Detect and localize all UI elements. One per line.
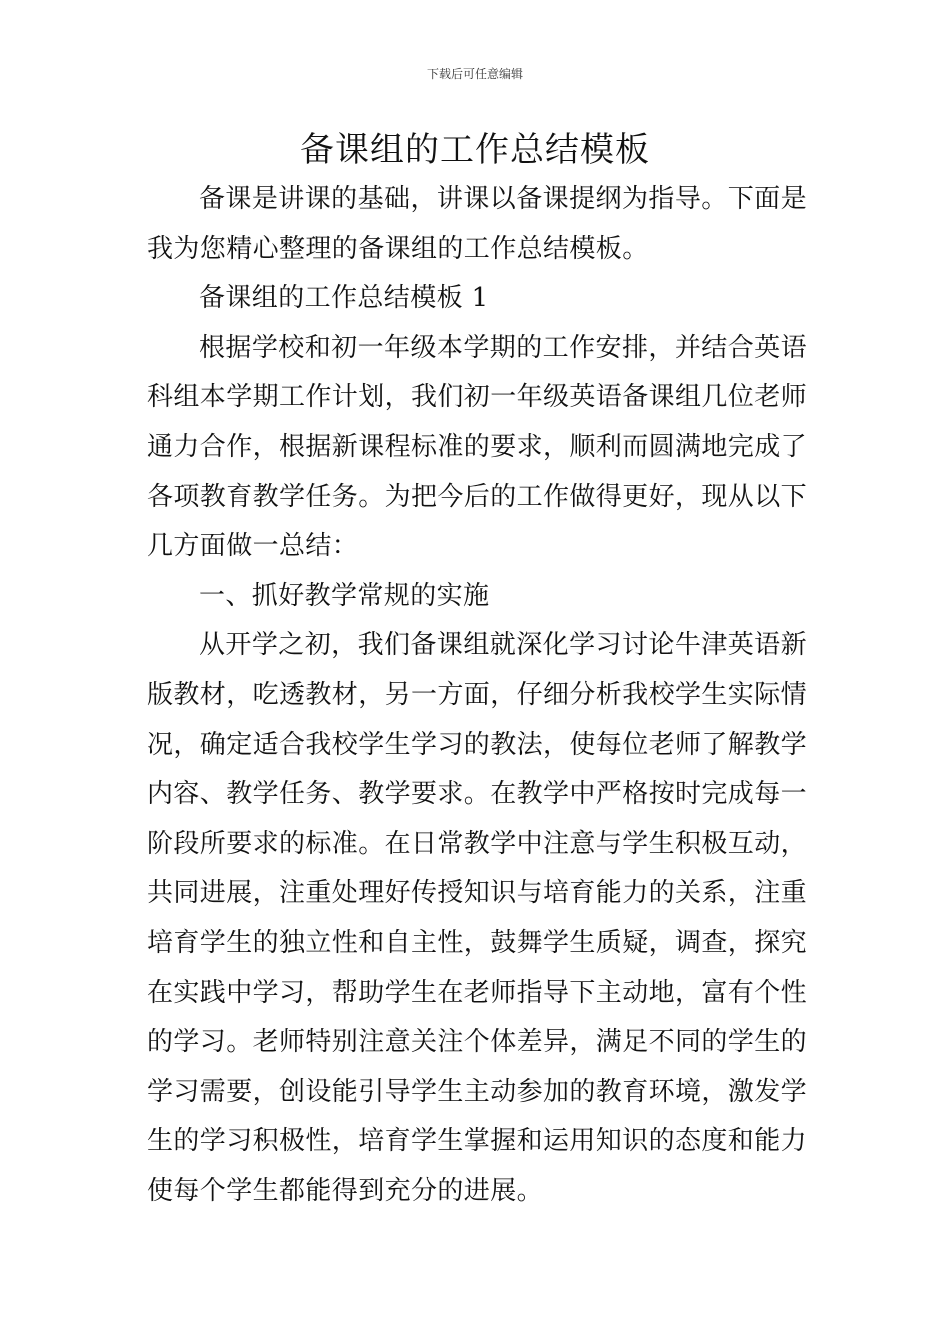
section-heading: 备课组的工作总结模板 1	[199, 283, 489, 314]
body-paragraph: 根据学校和初一年级本学期的工作安排，并结合英语科组本学期工作计划，我们初一年级英语备课组几位老师通力合作，根据新课程标准的要求，顺利而圆满地完成了各项教育教学任务。为把今后的工作做得更好，现从以下几方面做一总结：	[147, 332, 808, 562]
document-body	[147, 175, 807, 1216]
header-note: 下载后可任意编辑	[426, 67, 523, 81]
body-paragraph: 从开学之初，我们备课组就深化学习讨论牛津英语新版教材，吃透教材，另一方面，仔细分析我校学生实际情况，确定适合我校学生学习的教法，使每位老师了解教学内容、教学任务、教学要求。在教学中严格按时完成每一阶段所要求的标准。在日常教学中注意与学生积极互动，共同进展，注重处理好传授知识与培育能力的关系，注重培育学生的独立性和自主性，鼓舞学生质疑，调查，探究在实践中学习，帮助学生在老师指导下主动地，富有个性的学习。老师特别注意关注个体差异，满足不同的学生的学习需要，创设能引导学生主动参加的教育环境，激发学生的学习积极性，培育学生掌握和运用知识的态度和能力使每个学生都能得到充分的进展。	[147, 630, 808, 1206]
subsection-heading: 一、抓好教学常规的实施	[199, 580, 490, 611]
intro-paragraph: 备课是讲课的基础，讲课以备课提纲为指导。下面是我为您精心整理的备课组的工作总结模板。	[147, 184, 807, 264]
document-title: 备课组的工作总结模板	[300, 130, 650, 170]
